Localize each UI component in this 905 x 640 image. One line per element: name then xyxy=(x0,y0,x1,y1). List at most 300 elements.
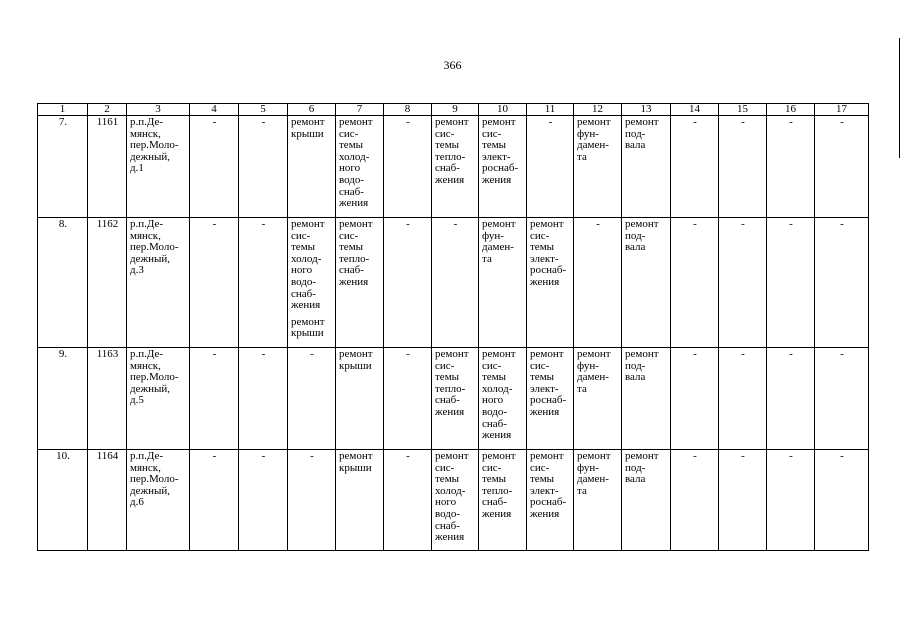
cell-line: темы xyxy=(435,473,460,486)
cell-line: - xyxy=(212,116,217,128)
cell-content xyxy=(530,349,571,419)
cell-content xyxy=(291,451,333,463)
cell-line: ремонт xyxy=(435,450,469,462)
cell-line: жения xyxy=(339,197,369,210)
cell-line: крыши xyxy=(291,327,324,340)
cell-content xyxy=(91,451,124,463)
cell-line: - xyxy=(789,348,793,360)
cell-line: темы xyxy=(291,241,316,254)
cell-content xyxy=(577,349,619,395)
table-body xyxy=(38,116,869,551)
table-cell xyxy=(190,116,239,218)
cell-line: темы xyxy=(339,139,364,152)
cell-content xyxy=(625,117,668,152)
cell-line: сис- xyxy=(435,359,455,372)
cell-line: крыши xyxy=(339,461,372,474)
cell-line: д.5 xyxy=(130,394,144,407)
cell-line: снаб- xyxy=(435,162,460,175)
cell-line: - xyxy=(212,218,217,230)
cell-line: сис- xyxy=(435,127,455,140)
table-cell xyxy=(622,218,671,348)
table-cell xyxy=(38,450,88,551)
column-header: 14 xyxy=(671,104,719,116)
cell-content xyxy=(435,117,476,187)
cell-line: - xyxy=(548,116,553,128)
cell-content xyxy=(482,219,524,265)
cell-line: дамен- xyxy=(577,473,609,486)
cell-line: водо- xyxy=(291,275,317,288)
cell-line: снаб- xyxy=(435,394,460,407)
table-cell xyxy=(671,116,719,218)
cell-line: ремонт xyxy=(339,450,373,462)
table-cell xyxy=(767,348,815,450)
cell-line: под- xyxy=(625,229,646,242)
cell-content xyxy=(770,117,812,129)
cell-line: - xyxy=(693,450,697,462)
cell-content xyxy=(387,349,429,361)
cell-content xyxy=(625,349,668,384)
cell-line: холод- xyxy=(291,252,322,265)
cell-line: - xyxy=(406,218,410,230)
cell-line: ного xyxy=(482,394,504,407)
table-cell xyxy=(815,450,869,551)
cell-content xyxy=(339,117,381,210)
table-cell xyxy=(336,450,384,551)
table-cell xyxy=(432,348,479,450)
cell-content xyxy=(242,117,285,129)
cell-line: темы xyxy=(530,473,555,486)
cell-line: - xyxy=(261,348,266,360)
cell-line: р.п.Де- xyxy=(130,116,164,128)
cell-content xyxy=(130,117,187,175)
cell-line: элект- xyxy=(530,484,559,497)
cell-line: сис- xyxy=(339,127,359,140)
cell-line: вала xyxy=(625,241,646,254)
table-cell xyxy=(190,348,239,450)
cell-line: - xyxy=(212,348,217,360)
table-cell xyxy=(239,450,288,551)
cell-line: ремонт xyxy=(435,348,469,360)
table-cell xyxy=(38,218,88,348)
cell-line: та xyxy=(577,150,587,163)
cell-line: крыши xyxy=(339,359,372,372)
cell-line: 10. xyxy=(56,450,70,462)
cell-line: пер.Моло- xyxy=(130,473,179,486)
table-cell xyxy=(527,450,574,551)
cell-line: ремонт xyxy=(339,348,373,360)
cell-line: д.6 xyxy=(130,496,144,509)
cell-line: вала xyxy=(625,473,646,486)
table-cell xyxy=(432,450,479,551)
cell-line: ремонт xyxy=(625,348,659,360)
cell-content xyxy=(41,219,85,231)
cell-line: - xyxy=(741,348,745,360)
cell-content xyxy=(291,349,333,361)
column-header: 5 xyxy=(239,104,288,116)
table-cell xyxy=(767,116,815,218)
cell-line: дежный, xyxy=(130,382,170,395)
cell-line: снаб- xyxy=(291,287,316,300)
cell-content xyxy=(41,349,85,361)
table-cell xyxy=(384,450,432,551)
cell-line: - xyxy=(261,450,266,462)
cell-line: мянск, xyxy=(130,461,161,474)
cell-line: д.3 xyxy=(130,264,144,277)
column-header: 1 xyxy=(38,104,88,116)
cell-content xyxy=(242,219,285,231)
cell-line: снаб- xyxy=(435,519,460,532)
cell-content xyxy=(193,117,236,129)
cell-content xyxy=(722,117,764,129)
cell-content xyxy=(770,219,812,231)
cell-line: дежный, xyxy=(130,252,170,265)
column-header: 7 xyxy=(336,104,384,116)
table-cell xyxy=(88,218,127,348)
cell-line: 1164 xyxy=(96,450,119,462)
cell-line: ремонт xyxy=(482,450,516,462)
cell-line: жения xyxy=(339,275,369,288)
cell-line: - xyxy=(741,116,745,128)
cell-line: ного xyxy=(291,264,313,277)
cell-content xyxy=(387,117,429,129)
column-header: 17 xyxy=(815,104,869,116)
cell-line: темы xyxy=(339,241,364,254)
cell-line: 8. xyxy=(58,218,68,230)
table-cell xyxy=(527,116,574,218)
cell-line: дежный, xyxy=(130,150,170,163)
cell-line: ремонт xyxy=(291,218,325,230)
cell-line: 1163 xyxy=(96,348,119,360)
cell-line: роснаб- xyxy=(482,162,519,175)
table-cell xyxy=(190,218,239,348)
cell-line: темы xyxy=(435,139,460,152)
cell-line: сис- xyxy=(435,461,455,474)
cell-content xyxy=(242,451,285,463)
cell-line: дежный, xyxy=(130,484,170,497)
cell-content xyxy=(625,451,668,486)
table-cell xyxy=(127,348,190,450)
cell-line: ремонт xyxy=(339,116,373,128)
cell-content xyxy=(770,349,812,361)
cell-line: жения xyxy=(291,299,321,312)
cell-line: тепло- xyxy=(482,484,513,497)
cell-line: темы xyxy=(482,473,507,486)
cell-line: жения xyxy=(435,173,465,186)
cell-content xyxy=(530,117,571,129)
cell-line: жения xyxy=(530,275,560,288)
cell-line: - xyxy=(840,348,844,360)
table-cell xyxy=(127,218,190,348)
table-cell xyxy=(288,218,336,348)
cell-line: ремонт xyxy=(577,348,611,360)
cell-content-extra xyxy=(291,317,333,340)
column-header: 2 xyxy=(88,104,127,116)
column-header: 6 xyxy=(288,104,336,116)
cell-content xyxy=(193,219,236,231)
table-cell xyxy=(767,450,815,551)
cell-line: - xyxy=(693,116,697,128)
cell-line: ремонт xyxy=(291,116,325,128)
cell-line: вала xyxy=(625,371,646,384)
cell-line: р.п.Де- xyxy=(130,348,164,360)
table-cell xyxy=(527,218,574,348)
cell-line: тепло- xyxy=(339,252,370,265)
cell-line: ремонт xyxy=(482,218,516,230)
cell-content xyxy=(818,349,866,361)
cell-line: - xyxy=(596,218,600,230)
column-header: 10 xyxy=(479,104,527,116)
cell-line: сис- xyxy=(530,359,550,372)
cell-line: - xyxy=(789,116,793,128)
table-cell xyxy=(574,348,622,450)
cell-content xyxy=(291,117,333,140)
cell-line: темы xyxy=(482,139,507,152)
table-cell xyxy=(815,348,869,450)
cell-line: жения xyxy=(435,531,465,544)
table-cell xyxy=(88,116,127,218)
cell-line: та xyxy=(577,382,587,395)
table-cell xyxy=(336,348,384,450)
table-cell xyxy=(38,116,88,218)
cell-line: сис- xyxy=(482,359,502,372)
table-cell xyxy=(479,116,527,218)
cell-line: д.1 xyxy=(130,162,144,175)
cell-content xyxy=(130,451,187,509)
table-cell xyxy=(622,450,671,551)
cell-line: сис- xyxy=(291,229,311,242)
cell-content xyxy=(674,451,716,463)
cell-line: фун- xyxy=(577,127,599,140)
table-cell xyxy=(288,116,336,218)
table-cell xyxy=(671,450,719,551)
cell-content xyxy=(482,451,524,521)
cell-line: элект- xyxy=(482,150,511,163)
cell-line: жения xyxy=(482,173,512,186)
cell-line: - xyxy=(789,450,793,462)
table-cell xyxy=(239,116,288,218)
cell-content xyxy=(530,219,571,289)
cell-line: темы xyxy=(482,371,507,384)
cell-content xyxy=(130,349,187,407)
cell-line: ремонт xyxy=(291,315,325,328)
column-header: 9 xyxy=(432,104,479,116)
cell-line: фун- xyxy=(577,461,599,474)
table-cell xyxy=(239,348,288,450)
cell-line: элект- xyxy=(530,382,559,395)
table-row xyxy=(38,116,869,218)
column-header: 15 xyxy=(719,104,767,116)
table-cell xyxy=(336,116,384,218)
cell-line: водо- xyxy=(482,405,508,418)
cell-line: - xyxy=(406,348,410,360)
cell-line: - xyxy=(693,348,697,360)
cell-line: - xyxy=(406,116,410,128)
column-header: 16 xyxy=(767,104,815,116)
cell-line: ремонт xyxy=(530,218,564,230)
column-header: 13 xyxy=(622,104,671,116)
table-cell xyxy=(719,450,767,551)
table-cell xyxy=(574,218,622,348)
margin-rule xyxy=(899,38,900,158)
column-header: 3 xyxy=(127,104,190,116)
cell-content xyxy=(722,451,764,463)
cell-content xyxy=(435,219,476,231)
table-cell xyxy=(815,218,869,348)
cell-line: тепло- xyxy=(435,382,466,395)
cell-line: - xyxy=(310,450,314,462)
cell-line: жения xyxy=(482,429,512,442)
cell-line: под- xyxy=(625,359,646,372)
cell-line: крыши xyxy=(291,127,324,140)
cell-line: дамен- xyxy=(482,241,514,254)
cell-line: ремонт xyxy=(530,450,564,462)
cell-line: вала xyxy=(625,139,646,152)
table-cell xyxy=(671,218,719,348)
cell-line: роснаб- xyxy=(530,496,567,509)
cell-content xyxy=(722,219,764,231)
cell-line: - xyxy=(406,450,410,462)
cell-line: дамен- xyxy=(577,371,609,384)
cell-line: снаб- xyxy=(339,264,364,277)
table-cell xyxy=(239,218,288,348)
table-cell xyxy=(815,116,869,218)
cell-content xyxy=(41,117,85,129)
cell-line: - xyxy=(310,348,314,360)
cell-line: 7. xyxy=(58,116,68,128)
cell-content xyxy=(577,451,619,497)
cell-line: ремонт xyxy=(435,116,469,128)
cell-line: ного xyxy=(339,162,361,175)
table-cell xyxy=(479,348,527,450)
cell-line: - xyxy=(840,218,844,230)
cell-content xyxy=(770,451,812,463)
table-cell xyxy=(88,450,127,551)
table-cell xyxy=(574,450,622,551)
cell-content xyxy=(130,219,187,277)
repair-register-table xyxy=(37,103,869,551)
page-number: 366 xyxy=(443,58,462,72)
cell-line: пер.Моло- xyxy=(130,371,179,384)
cell-content xyxy=(242,349,285,361)
cell-line: ремонт xyxy=(577,450,611,462)
cell-line: темы xyxy=(435,371,460,384)
cell-line: ремонт xyxy=(482,348,516,360)
cell-line: - xyxy=(453,218,458,230)
cell-content xyxy=(339,219,381,289)
cell-content xyxy=(625,219,668,254)
table-cell xyxy=(719,348,767,450)
cell-content xyxy=(818,451,866,463)
cell-line: темы xyxy=(530,371,555,384)
cell-line: та xyxy=(577,484,587,497)
cell-line: ремонт xyxy=(339,218,373,230)
cell-line: та xyxy=(482,252,492,265)
table-cell xyxy=(671,348,719,450)
cell-content xyxy=(291,219,333,312)
cell-line: роснаб- xyxy=(530,394,567,407)
cell-content xyxy=(482,349,524,442)
cell-content xyxy=(577,219,619,231)
cell-line: пер.Моло- xyxy=(130,241,179,254)
table-cell xyxy=(479,218,527,348)
cell-line: под- xyxy=(625,127,646,140)
table-cell xyxy=(432,218,479,348)
cell-line: ремонт xyxy=(482,116,516,128)
table-cell xyxy=(432,116,479,218)
cell-line: ремонт xyxy=(577,116,611,128)
cell-content xyxy=(577,117,619,163)
cell-line: - xyxy=(741,450,745,462)
cell-line: жения xyxy=(482,507,512,520)
cell-content xyxy=(674,117,716,129)
cell-content xyxy=(482,117,524,187)
cell-line: сис- xyxy=(530,229,550,242)
cell-line: темы xyxy=(530,241,555,254)
cell-line: снаб- xyxy=(482,417,507,430)
cell-line: под- xyxy=(625,461,646,474)
cell-line: водо- xyxy=(435,507,461,520)
cell-content xyxy=(530,451,571,521)
table-row xyxy=(38,450,869,551)
cell-line: 1161 xyxy=(96,116,119,128)
table-cell xyxy=(88,348,127,450)
cell-line: фун- xyxy=(577,359,599,372)
table-cell xyxy=(622,348,671,450)
cell-line: ремонт xyxy=(625,116,659,128)
header-row xyxy=(38,104,869,116)
table-cell xyxy=(190,450,239,551)
cell-line: сис- xyxy=(339,229,359,242)
table-cell xyxy=(622,116,671,218)
cell-line: сис- xyxy=(482,461,502,474)
cell-line: - xyxy=(261,116,266,128)
cell-line: фун- xyxy=(482,229,504,242)
table-cell xyxy=(574,116,622,218)
table-cell xyxy=(719,218,767,348)
cell-content xyxy=(818,219,866,231)
cell-line: ремонт xyxy=(625,218,659,230)
column-header: 12 xyxy=(574,104,622,116)
cell-content xyxy=(435,349,476,419)
table-cell xyxy=(384,218,432,348)
cell-content xyxy=(339,451,381,474)
cell-content xyxy=(818,117,866,129)
cell-line: снаб- xyxy=(339,185,364,198)
cell-content xyxy=(435,451,476,544)
table-cell xyxy=(384,348,432,450)
cell-line: мянск, xyxy=(130,127,161,140)
cell-content xyxy=(91,117,124,129)
cell-line: - xyxy=(212,450,217,462)
cell-line: - xyxy=(693,218,697,230)
cell-line: мянск, xyxy=(130,229,161,242)
cell-line: - xyxy=(840,116,844,128)
cell-line: холод- xyxy=(482,382,513,395)
column-header: 4 xyxy=(190,104,239,116)
cell-line: жения xyxy=(530,405,560,418)
cell-line: 1162 xyxy=(96,218,119,230)
table-cell xyxy=(384,116,432,218)
table-cell xyxy=(38,348,88,450)
cell-line: ного xyxy=(435,496,457,509)
table-cell xyxy=(527,348,574,450)
cell-line: сис- xyxy=(482,127,502,140)
cell-line: сис- xyxy=(530,461,550,474)
cell-line: роснаб- xyxy=(530,264,567,277)
cell-content xyxy=(41,451,85,463)
cell-line: снаб- xyxy=(482,496,507,509)
cell-line: жения xyxy=(530,507,560,520)
